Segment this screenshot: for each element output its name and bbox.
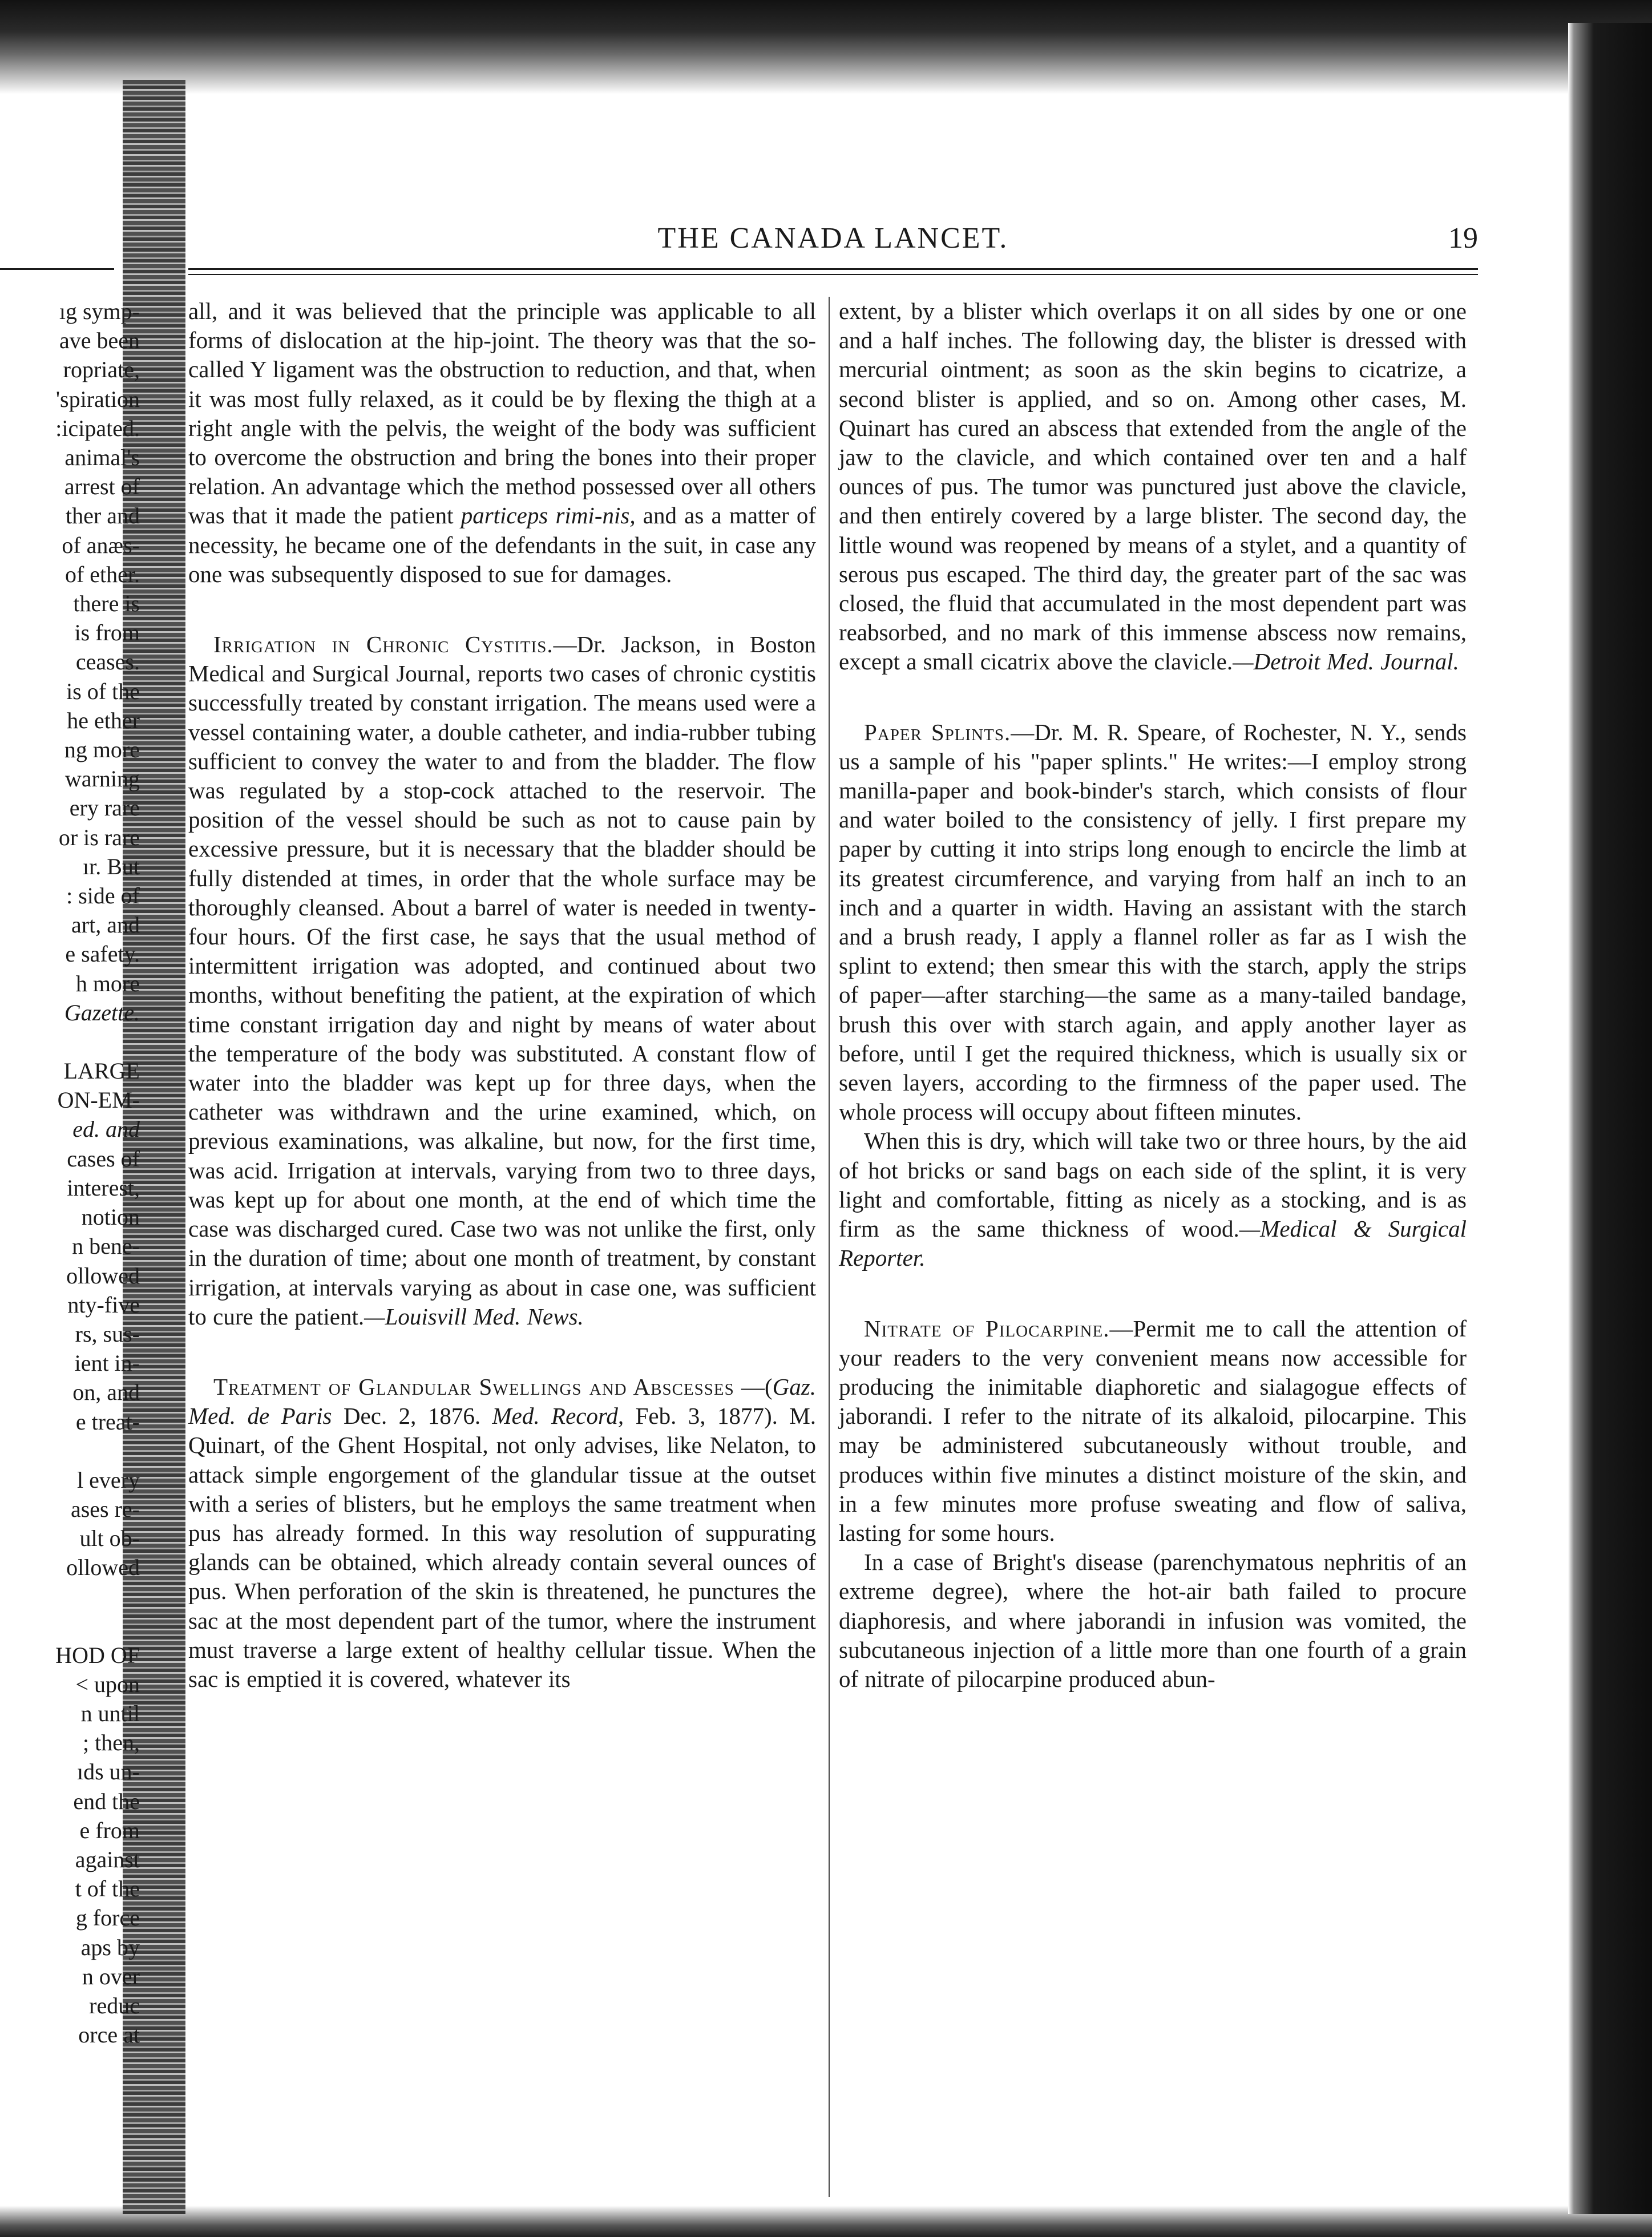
facing-page-fragment: h more [75, 970, 140, 996]
facing-page-fragment: reduc [89, 1992, 140, 2018]
header-rule-top [188, 268, 1478, 270]
facing-page-fragment: n bene- [72, 1233, 140, 1259]
facing-page-fragment: is of the [66, 678, 140, 704]
paragraph-splints-2: When this is dry, which will take two or three hours, by the aid of hot bricks or sand bags on each side of the splint, it is very light and comfortable, fitting as nicely as a stocking, and is as firm as the same thickness of wood.—Medical & Surgical Reporter. [839, 1128, 1467, 1271]
source-splints: —Medical & Surgical Reporter. [839, 1216, 1467, 1271]
paragraph-glandular-cont: extent, by a blister which overlaps it on all sides by one or one and a half inches. The following day, the blister is dressed with mercurial ointment; as soon as the skin begins to cicatrize, a second blister is applied, and so on. Among other cases, M. Quinart has cured an abscess that extended from the angle of the jaw to the clavicle, and which contained over ten and a half ounces of pus. The tumor was punctured just above the clavicle, and then entirely covered by a large blister. The second day, the little wound was reopened by means of a stylet, and a quantity of serous pus escaped. The third day, the greater part of the sac was closed, the fluid that accumulated in the most dependent part was reabsorbed, and no mark of this immense abscess now remains, except a small cicatrix above the clavicle.—Detroit Med. Journal. [839, 298, 1467, 675]
paragraph-dislocation: all, and it was believed that the principle was applicable to all forms of dislocation at the hip-joint. The theory was that the so-called Y ligament was the obstruction to reduction, and that, when it was most fully relaxed, as it could be by flexing the thigh at a right angle with the pelvis, the weight of the body was sufficient to overcome the obstruction and bring the bones into their proper relation. An advantage which the method possessed over all others was that it made the patient particeps rimi-nis, and as a matter of necessity, he became one of the defendants in the suit, in case any one was subsequently disposed to sue for damages. [188, 298, 817, 587]
facing-page-fragment: n until [80, 1700, 140, 1726]
facing-page-fragment: ıds un- [77, 1759, 140, 1785]
facing-page-fragment: e treat- [75, 1408, 140, 1435]
heading-irrigation: Irrigation in Chronic Cystitis. [213, 631, 554, 658]
facing-page-fragment: ases re- [70, 1496, 140, 1522]
facing-page-fragment: HOD OF [55, 1642, 140, 1668]
facing-page-fragment: ceases. [75, 649, 140, 675]
facing-page-fragment: 'spiration [55, 386, 140, 412]
facing-page-fragment: n over [82, 1963, 140, 1989]
heading-pilocarpine: Nitrate of Pilocarpine. [864, 1315, 1110, 1342]
facing-page-fragment: ollowed [66, 1554, 140, 1581]
facing-page-fragment: e safety. [65, 941, 140, 967]
facing-page-fragment: ery rare [69, 795, 140, 821]
scan-border-bottom [0, 2206, 1652, 2237]
running-title: THE CANADA LANCET. [657, 222, 1009, 255]
facing-page-fragment: interest, [67, 1174, 140, 1201]
facing-page-rule [0, 268, 114, 270]
fragment-gap [0, 1436, 140, 1465]
facing-page-fragment: of anæs- [62, 532, 140, 558]
fragment-gap [0, 1027, 140, 1056]
paragraph-pilocarpine-2: In a case of Bright's disease (parenchymatous nephritis of an extreme degree), where the hot-air bath failed to procure diaphoresis, and where jaborandi in infusion was vomited, the subcutaneous injection of a little more than one fourth of a grain of nitrate of pilocarpine produced abun- [839, 1549, 1467, 1692]
facing-page-fragment: art, and [71, 912, 140, 938]
column-right [839, 297, 1467, 1694]
facing-page-fragment: g force [75, 1905, 140, 1931]
scan-border-top [0, 0, 1652, 94]
facing-page-fragments [0, 297, 140, 2049]
facing-page-fragment: there is [73, 591, 140, 617]
header-rule-bottom [188, 274, 1478, 275]
facing-page-fragment: ult ob- [79, 1525, 140, 1552]
page-number: 19 [1448, 222, 1478, 255]
facing-page-fragment: < upon [75, 1671, 140, 1697]
facing-page-fragment: rs, sus- [75, 1321, 140, 1347]
scan-border-right [1568, 23, 1652, 2214]
facing-page-fragment: against [75, 1846, 140, 1872]
facing-page-fragment: t of the [75, 1876, 140, 1902]
page-header [188, 221, 1478, 261]
article-pilocarpine: Nitrate of Pilocarpine.—Permit me to call the attention of your readers to the very convenient means now accessible for producing the inimitable diaphoretic and sialagogue effects of jaborandi. I refer to the nitrate of its alkaloid, pilocarpine. This may be administered subcutaneously without trouble, and produces within five minutes a distinct moisture of the skin, and in a few minutes more profuse sweating and flow of saliva, lasting for some hours. [839, 1315, 1467, 1546]
facing-page-fragment: ient in- [74, 1350, 140, 1376]
facing-page-fragment: ır. But [82, 853, 140, 879]
facing-page-fragment: Gazette. [64, 999, 140, 1025]
facing-page-fragment: or is rare [58, 824, 140, 850]
facing-page-fragment: ther and [66, 503, 140, 529]
facing-page-fragment: ed. and [72, 1116, 140, 1142]
facing-page-fragment: on, and [72, 1379, 140, 1406]
article-paper-splints: Paper Splints.—Dr. M. R. Speare, of Rochester, N. Y., sends us a sample of his "paper splints." He writes:—I employ strong manilla-paper and book-binder's starch, which consists of flour and water boiled to the consistency of jelly. I first prepare my paper by cutting it into strips long enough to encircle the limb at its greatest circumference, and varying from half an inch to an inch and a quarter in width. Having an assistant with the starch and a brush ready, I apply a flannel roller as far as I wish the splint to extend; then smear this with the starch, apply the strips of paper—after starching—the same as a many-tailed bandage, brush this over with starch again, and apply another layer as before, until I get the required thickness, which is usually six or seven layers, according to the firmness of the paper used. The whole process will occupy about fifteen minutes. [839, 718, 1467, 1125]
facing-page-fragment: aps by [80, 1934, 140, 1960]
column-divider [829, 297, 830, 2197]
facing-page-fragment: he ether [67, 707, 140, 733]
facing-page-fragment: end the [73, 1788, 140, 1814]
facing-page-fragment: ON-EM- [57, 1087, 140, 1113]
heading-paper-splints: Paper Splints. [864, 718, 1011, 745]
facing-page-fragment: orce at [78, 2022, 140, 2048]
facing-page-fragment: ng more [64, 737, 140, 763]
facing-page-fragment: notion [81, 1204, 140, 1230]
facing-page-fragment: cases of [67, 1145, 140, 1172]
column-left [188, 297, 816, 1694]
fragment-gap [0, 1612, 140, 1641]
facing-page-fragment: :icipated. [55, 415, 140, 441]
facing-page-fragment: of ether. [64, 561, 140, 587]
facing-page-fragment: ; then, [83, 1730, 140, 1756]
facing-page-fragment: arrest of [64, 474, 140, 500]
article-irrigation: Irrigation in Chronic Cystitis.—Dr. Jackson, in Boston Medical and Surgical Journal, reports two cases of chronic cystitis successfully treated by constant irrigation. The means used were a vessel containing water, a double catheter, and india-rubber tubing sufficient to convey the water to and from the bladder. The flow was regulated by a stop-cock attached to the reservoir. The position of the vessel should be such as not to cause pain by excessive pressure, but it is necessary that the bladder should be fully distended at times, in order that the whole surface may be thoroughly cleansed. About a barrel of water is needed in twenty-four hours. Of the first case, he says that the usual method of intermittent irrigation was adopted, and continued about two months, without benefiting the patient, at the expiration of which time constant irrigation day and night by means of water about the temperature of the body was substituted. A constant flow of water into the bladder was kept up for three days, when the catheter was withdrawn and the urine examined, which, on previous examinations, was alkaline, but now, for the first time, was acid. Irrigation at intervals, varying from two to three days, was kept up for about one month, at the end of which time the case was discharged cured. Case two was not unlike the first, only in the duration of time; about one month of treatment, by constant irrigation, at intervals varying as about in case one, was sufficient to cure the patient.—Louisvill Med. News. [188, 631, 816, 1330]
facing-page-fragment: ropriate, [63, 357, 140, 383]
fragment-gap [0, 1582, 140, 1612]
facing-page-fragment: ave been [59, 328, 140, 354]
facing-page-fragment: animal's [64, 445, 140, 471]
facing-page-fragment: is from [74, 620, 140, 646]
source-glandular: —Detroit Med. Journal. [1233, 648, 1459, 675]
facing-page-fragment: e from [79, 1817, 140, 1843]
facing-page-fragment: ollowed [66, 1262, 140, 1289]
facing-page-fragment: LARGE [63, 1058, 140, 1084]
facing-page-fragment: warning [64, 766, 140, 792]
source-irrigation: —Louisvill Med. News. [364, 1303, 584, 1330]
facing-page-fragment: l every [77, 1467, 140, 1493]
facing-page-fragment: nty-five [67, 1291, 140, 1318]
facing-page-fragment: : side of [66, 883, 140, 909]
heading-glandular: Treatment of Glandular Swellings and Abscesses [213, 1373, 734, 1400]
facing-page-fragment: ıg symp- [59, 298, 140, 324]
article-glandular: Treatment of Glandular Swellings and Abscesses —(Gaz. Med. de Paris Dec. 2, 1876. Med. Record, Feb. 3, 1877). M. Quinart, of the Ghent Hospital, not only advises, like Nelaton, to attack simple engorgement of the glandular tissue at the outset with a series of blisters, but he employs the same treatment when pus has already formed. In this way resolution of suppurating glands can be obtained, which already contain several ounces of pus. When perforation of the skin is threatened, he punctures the sac at the most dependent part of the tumor, where the instrument must traverse a large extent of healthy cellular tissue. When the sac is emptied it is covered, whatever its [188, 1373, 817, 1692]
